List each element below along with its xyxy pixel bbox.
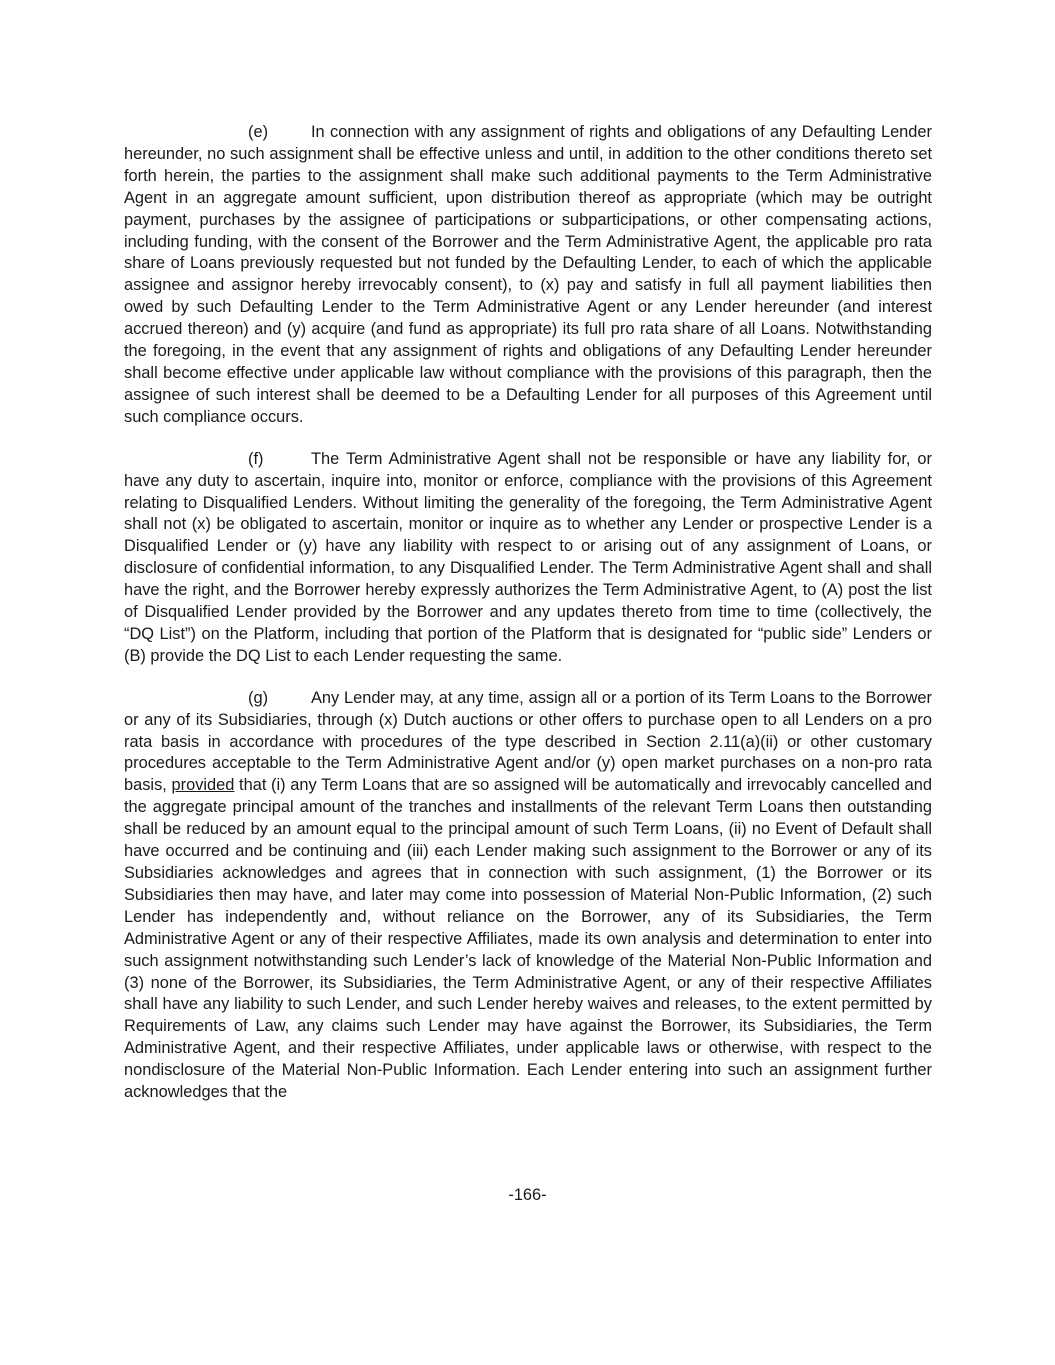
paragraph-e xyxy=(124,122,932,429)
paragraph-g xyxy=(124,688,932,1104)
paragraph-f xyxy=(124,449,932,668)
paragraph-marker: (g) xyxy=(248,688,269,707)
paragraph-text-before: Any Lender may, at any time, assign all or a portion of its Term Loans to the Borrower or any of its Subsidiaries, through (x) Dutch auctions or other offers to purchase open to all Lenders on a pro rata basis in accordance with procedures of the type described in Section 2.11(a)(ii) or other customary procedures acceptable to the Term Administrative Agent and/or (y) open market purchases on a non-pro rata basis, xyxy=(124,688,932,795)
page-number: -166- xyxy=(508,1186,547,1204)
paragraph-text-after: that (i) any Term Loans that are so assigned will be automatically and irrevocably cancelled and the aggregate principal amount of the tranches and installments of the relevant Term Loans then outstanding shall be reduced by an amount equal to the principal amount of such Term Loans, (ii) no Event of Default shall have occurred and be continuing and (iii) each Lender making such assignment to the Borrower or any of its Subsidiaries acknowledges and agrees that in connection with such assignment, (1) the Borrower or its Subsidiaries then may have, and later may come into possession of Material Non-Public Information, (2) such Lender has independently and, without reliance on the Borrower, any of its Subsidiaries, the Term Administrative Agent or any of their respective Affiliates, made its own analysis and determination to enter into such assignment notwithstanding such Lender’s lack of knowledge of the Material Non-Public Information and (3) none of the Borrower, its Subsidiaries, the Term Administrative Agent, or any of their respective Affiliates shall have any liability to such Lender, and such Lender hereby waives and releases, to the extent permitted by Requirements of Law, any claims such Lender may have against the Borrower, its Subsidiaries, the Term Administrative Agent, and their respective Affiliates, under applicable laws or otherwise, with respect to the nondisclosure of the Material Non-Public Information. Each Lender entering into such an assignment further acknowledges that the xyxy=(124,776,933,1102)
paragraph-marker: (e) xyxy=(248,123,269,141)
paragraph-text: The Term Administrative Agent shall not be responsible or have any liability for, or have any duty to ascertain, inquire into, monitor or enforce, compliance with the provisions of this Agreement relating to Disqualified Lenders. Without limiting the generality of the foregoing, the Term Administrative Agent shall not (x) be obligated to ascertain, monitor or inquire as to whether any Lender or prospective Lender is a Disqualified Lender or (y) have any liability with respect to or arising out of any assignment of Loans, or disclosure of confidential information, to any Disqualified Lender. The Term Administrative Agent shall and shall have the right, and the Borrower hereby expressly authorizes the Term Administrative Agent, to (A) post the list of Disqualified Lender provided by the Borrower and any updates thereto from time to time (collectively, the “DQ List”) on the Platform, including that portion of the Platform that is designated for “public side” Lenders or (B) provide the DQ List to each Lender requesting the same. xyxy=(124,449,932,665)
paragraph-text: In connection with any assignment of rights and obligations of any Defaulting Lender hereunder, no such assignment shall be effective unless and until, in addition to the other conditions thereto set forth herein, the parties to the assignment shall make such additional payments to the Term Administrative Agent in an aggregate amount sufficient, upon distribution thereof as appropriate (which may be outright payment, purchases by the assignee of participations or subparticipations, or other compensating actions, including funding, with the consent of the Borrower and the Term Administrative Agent, the applicable pro rata share of Loans previously requested but not funded by the Defaulting Lender, to each of which the applicable assignee and assignor hereby irrevocably consent), to (x) pay and satisfy in full all payment liabilities then owed by such Defaulting Lender to the Term Administrative Agent or any Lender hereunder (and interest accrued thereon) and (y) acquire (and fund as appropriate) its full pro rata share of all Loans. Notwithstanding the foregoing, in the event that any assignment of rights and obligations of any Defaulting Lender hereunder shall become effective under applicable law without compliance with the provisions of this paragraph, then the assignee of such interest shall be deemed to be a Defaulting Lender for all purposes of this Agreement until such compliance occurs. xyxy=(124,123,932,426)
provided-term: provided xyxy=(171,776,235,795)
paragraph-marker: (f) xyxy=(248,449,264,468)
document-page xyxy=(124,122,932,1124)
